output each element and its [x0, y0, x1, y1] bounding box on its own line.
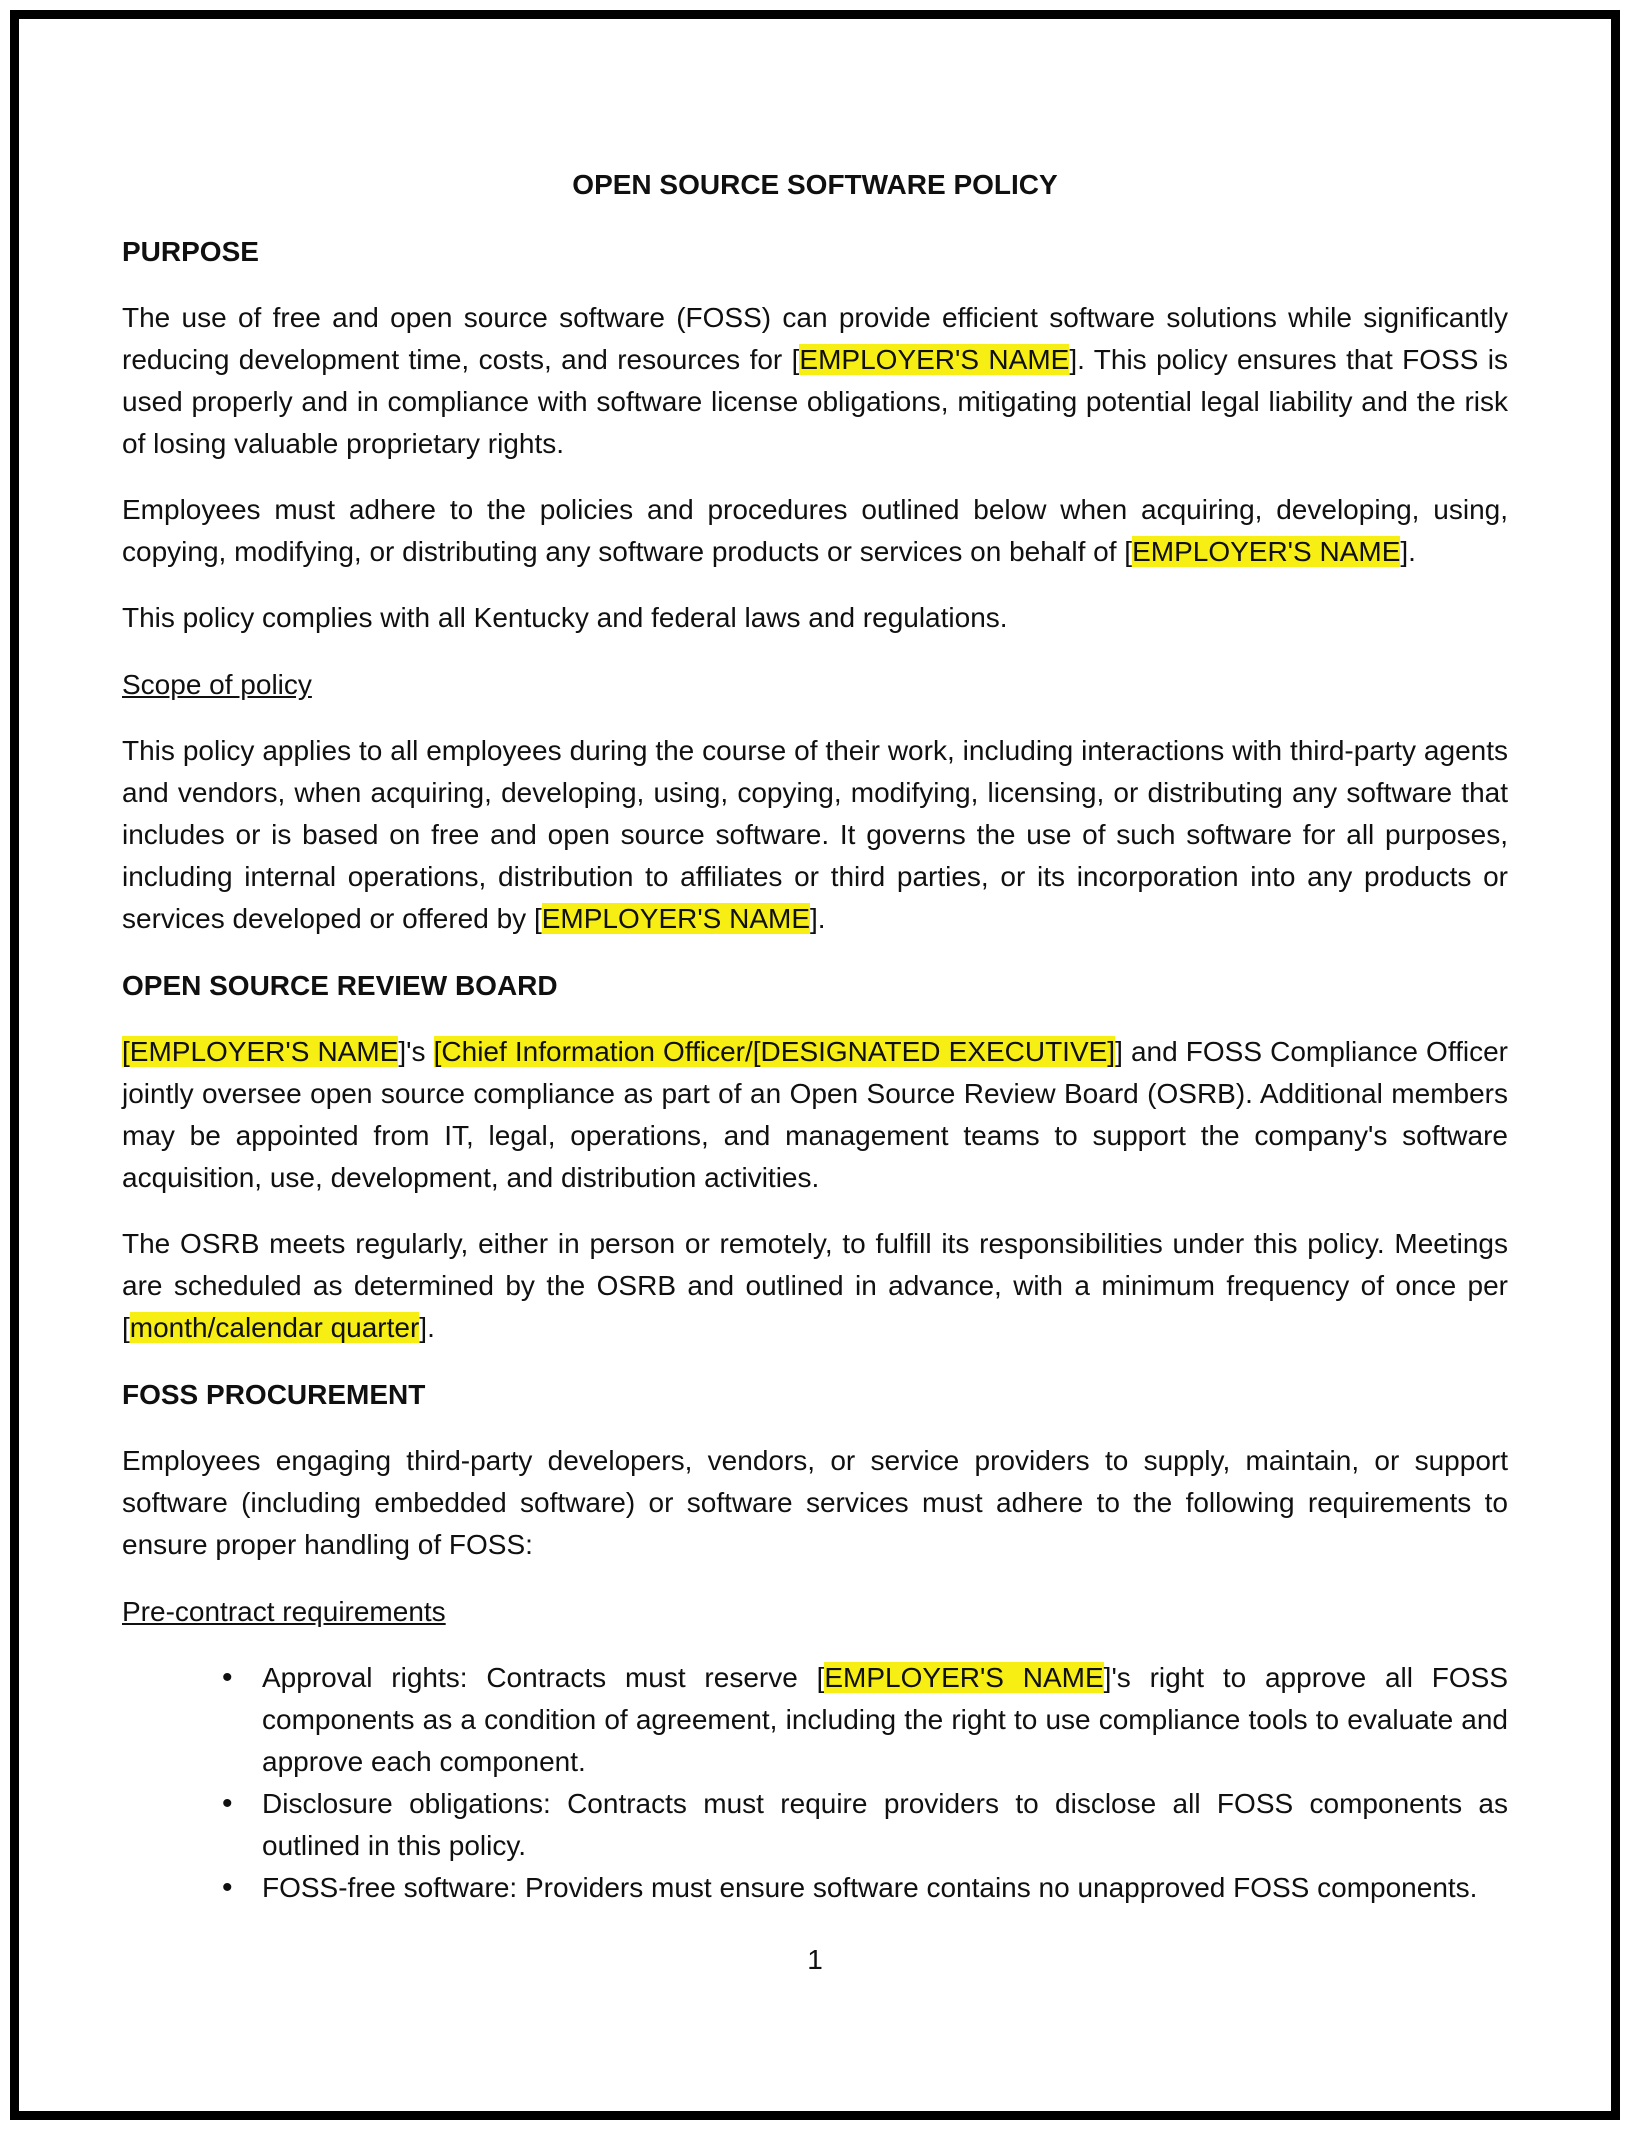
list-item-approval-rights — [122, 1657, 1508, 1783]
subheading-scope-of-policy: Scope of policy — [122, 669, 312, 700]
bullet-icon: • — [222, 1787, 233, 1820]
section-heading-purpose: PURPOSE — [122, 236, 259, 267]
paragraph-procurement-1: Employees engaging third-party developers, vendors, or service providers to supply, maintain, or support software (including embedded software) or software services must adhere to the following requirements to ensure proper handling of FOSS: — [122, 1445, 1508, 1560]
highlighted-placeholder: EMPLOYER'S NAME — [541, 903, 811, 934]
list-item-text: Approval rights: Contracts must reserve [EMPLOYER'S NAME]'s right to approve all FOSS components as a condition of agreement, including the right to use compliance tools to evaluate and approve each component. — [262, 1662, 1509, 1777]
section-heading-procurement: FOSS PROCUREMENT — [122, 1379, 426, 1410]
highlighted-placeholder: [Chief Information Officer/[DESIGNATED EXECUTIVE] — [433, 1036, 1116, 1067]
page-number: 1 — [807, 1944, 823, 1975]
paragraph-purpose-2: Employees must adhere to the policies and procedures outlined below when acquiring, developing, using, copying, modifying, or distributing any software products or services on behalf of [EMPLOYER'S NAME]. — [122, 494, 1508, 567]
list-item-text: FOSS-free software: Providers must ensure software contains no unapproved FOSS components. — [262, 1872, 1478, 1903]
list-item-disclosure-obligations — [122, 1783, 1508, 1867]
highlighted-placeholder: EMPLOYER'S NAME — [824, 1662, 1104, 1693]
list-item-foss-free-software — [122, 1867, 1508, 1909]
section-heading-osrb: OPEN SOURCE REVIEW BOARD — [122, 970, 558, 1001]
list-item-text: Disclosure obligations: Contracts must require providers to disclose all FOSS components as outlined in this policy. — [262, 1788, 1508, 1861]
page-border — [10, 10, 1620, 2120]
highlighted-placeholder: EMPLOYER'S NAME — [799, 344, 1070, 375]
bullet-list — [122, 1657, 1508, 1909]
paragraph-scope-1: This policy applies to all employees during the course of their work, including interactions with third-party agents and vendors, when acquiring, developing, using, copying, modifying, licensing, or distributing any software that includes or is based on free and open source software. It governs the use of such software for all purposes, including internal operations, distribution to affiliates or third parties, or its incorporation into any products or services developed or offered by [EMPLOYER'S NAME]. — [122, 735, 1508, 934]
paragraph-osrb-1: [EMPLOYER'S NAME]'s [Chief Information Officer/[DESIGNATED EXECUTIVE]] and FOSS Compliance Officer jointly oversee open source compliance as part of an Open Source Review Board (OSRB). Additional members may be appointed from IT, legal, operations, and management teams to support the company's software acquisition, use, development, and distribution activities. — [122, 1036, 1509, 1193]
bullet-icon: • — [222, 1661, 233, 1694]
paragraph-purpose-3: This policy complies with all Kentucky and federal laws and regulations. — [122, 602, 1008, 633]
highlighted-placeholder: EMPLOYER'S NAME — [1132, 536, 1401, 567]
bullet-icon: • — [222, 1871, 233, 1904]
highlighted-placeholder: [EMPLOYER'S NAME — [122, 1036, 399, 1067]
subheading-precontract-requirements: Pre-contract requirements — [122, 1596, 446, 1627]
paragraph-osrb-2: The OSRB meets regularly, either in person or remotely, to fulfill its responsibilities under this policy. Meetings are scheduled as determined by the OSRB and outlined in advance, with a minimum frequency of once per [month/calendar quarter]. — [122, 1228, 1508, 1343]
document-title: OPEN SOURCE SOFTWARE POLICY — [572, 169, 1058, 200]
paragraph-purpose-1: The use of free and open source software (FOSS) can provide efficient software solutions while significantly reducing development time, costs, and resources for [EMPLOYER'S NAME]. This policy ensures that FOSS is used properly and in compliance with software license obligations, mitigating potential legal liability and the risk of losing valuable proprietary rights. — [122, 302, 1509, 459]
highlighted-placeholder: month/calendar quarter — [129, 1312, 420, 1343]
document-page — [19, 19, 1611, 1981]
